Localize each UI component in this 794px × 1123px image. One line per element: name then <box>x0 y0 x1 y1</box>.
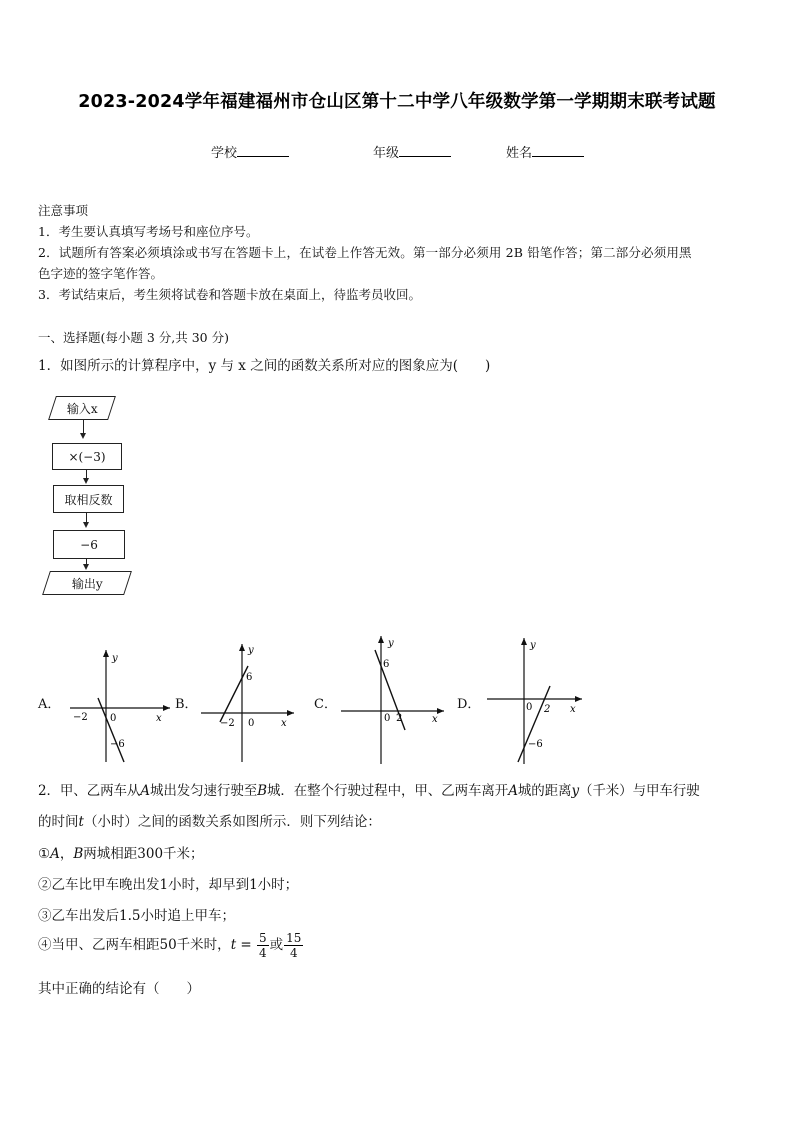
graph-a <box>60 640 180 765</box>
graph-d-x-mark: 2 <box>544 704 551 715</box>
grade-label: 年级 <box>373 146 400 161</box>
notice-heading: 注意事项 <box>38 203 89 218</box>
graph-c-y-label: y <box>388 638 394 649</box>
graph-c-origin: 0 <box>384 713 391 724</box>
graph-b-origin: 0 <box>248 718 255 729</box>
school-label: 学校 <box>211 146 238 161</box>
conclusion-3: ③乙车出发后1.5小时追上甲车； <box>38 908 235 924</box>
conclusion-1: ①A，B两城相距300千米； <box>38 846 204 862</box>
graph-c-y-mark: 6 <box>383 659 390 670</box>
flow-subtract: −6 <box>53 530 125 559</box>
conclusion-2: ②乙车比甲车晚出发1小时，却早到1小时； <box>38 877 299 893</box>
graph-d <box>484 634 588 767</box>
flow-arrow-4 <box>86 559 87 568</box>
flow-input: 输入x <box>48 396 116 420</box>
graph-a-x-mark: −2 <box>73 712 88 723</box>
school-field <box>211 142 289 161</box>
question-2-ending: 其中正确的结论有（ ） <box>38 981 200 997</box>
graph-b-y-mark: 6 <box>246 672 253 683</box>
flow-arrow-2 <box>86 470 87 482</box>
graph-c-x-label: x <box>432 714 438 725</box>
notice-item-2: 2．试题所有答案必须填涂或书写在答题卡上，在试卷上作答无效。第一部分必须用 2B 铅笔作答；第二部分必须用黑 <box>38 245 692 260</box>
name-label: 姓名 <box>506 146 533 161</box>
question-2-line-2: 的时间t（小时）之间的函数关系如图所示．则下列结论： <box>38 814 381 830</box>
flow-multiply: ×(−3) <box>52 443 122 470</box>
graph-d-origin: 0 <box>526 702 533 713</box>
notice-item-3: 3．考试结束后，考生须将试卷和答题卡放在桌面上，待监考员收回。 <box>38 287 421 302</box>
graph-a-x-label: x <box>156 713 162 724</box>
graph-b-y-label: y <box>248 645 254 656</box>
notice-item-2-cont: 色字迹的签字笔作答。 <box>38 266 164 281</box>
notice-item-1: 1．考生要认真填写考场号和座位序号。 <box>38 224 259 239</box>
graph-a-y-label: y <box>112 653 118 664</box>
grade-blank <box>399 144 451 157</box>
school-blank <box>237 144 289 157</box>
graph-b <box>196 640 300 765</box>
graph-b-x-mark: −2 <box>220 718 235 729</box>
flow-negate: 取相反数 <box>53 485 124 513</box>
graph-d-y-mark: −6 <box>528 739 543 750</box>
option-a-label: A． <box>38 697 61 712</box>
option-c-label: C． <box>314 697 337 712</box>
graph-d-x-label: x <box>570 704 576 715</box>
option-b-label: B． <box>175 697 198 712</box>
name-field <box>506 142 584 161</box>
flow-arrow-3 <box>86 513 87 526</box>
option-d-label: D． <box>457 697 481 712</box>
graph-d-y-label: y <box>530 640 536 651</box>
question-1-text: 1．如图所示的计算程序中，y 与 x 之间的函数关系所对应的图象应为( ) <box>38 358 491 374</box>
fraction-5-4: $\frac{5}{4}$ <box>259 931 267 960</box>
graph-b-x-label: x <box>281 718 287 729</box>
graph-a-origin: 0 <box>110 713 117 724</box>
graph-c-x-mark: 2 <box>396 713 403 724</box>
fraction-15-4: $\frac{15}{4}$ <box>286 931 302 960</box>
question-2-line-1: 2．甲、乙两车从A城出发匀速行驶至B城．在整个行驶过程中，甲、乙两车离开A城的距离y（千米）与甲车行驶 <box>38 783 700 799</box>
name-blank <box>532 144 584 157</box>
flow-arrow-1 <box>83 420 84 437</box>
grade-field <box>373 142 451 161</box>
conclusion-4: ④当甲、乙两车相距50千米时，t = $\frac{5}{4}$ 或 $\frac{15}{4}$ <box>38 931 302 960</box>
graph-a-y-mark: −6 <box>110 739 125 750</box>
graph-c <box>338 632 450 767</box>
page-title: 2023-2024学年福建福州市仓山区第十二中学八年级数学第一学期期末联考试题 <box>78 92 716 112</box>
flow-output: 输出y <box>42 571 132 595</box>
section-heading: 一、选择题(每小题 3 分,共 30 分) <box>38 330 229 345</box>
